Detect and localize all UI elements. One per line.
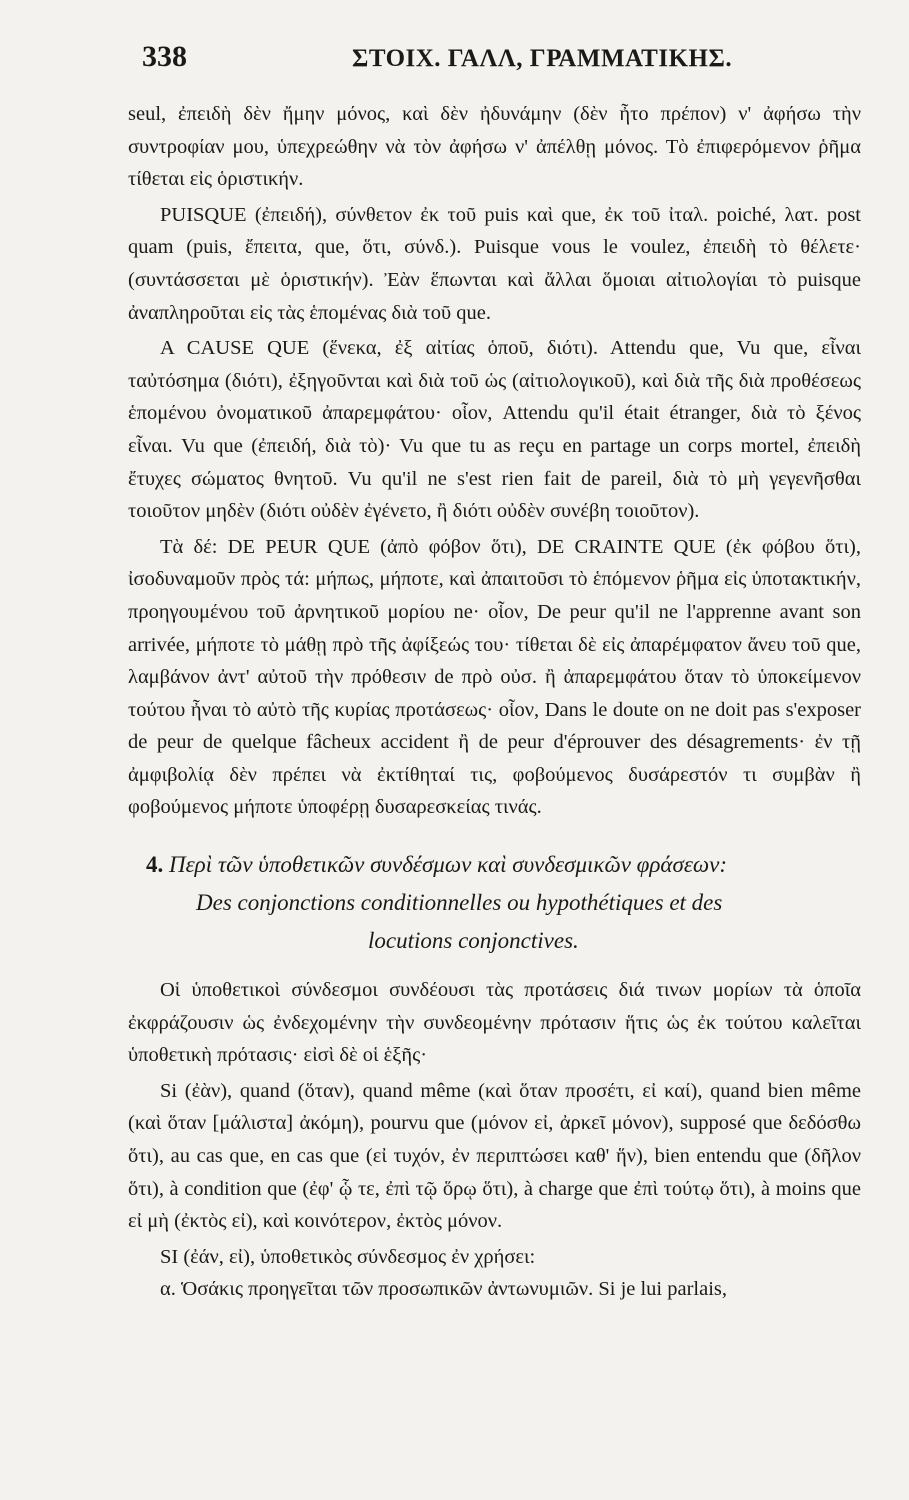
paragraph-de-peur-que: Τὰ δέ: DE PEUR QUE (ἀπὸ φόβον ὅτι), DE CRAINTE QUE (ἐκ φόβου ὅτι), ἰσοδυναμοῦν πρὸς τά: μήπως, μήποτε, καὶ ἀπαιτοῦσι τὸ ἑπόμενον ῥῆμα εἰς ὑποτακτικήν, προηγουμένου τοῦ ἀρνητικοῦ μορίου ne· οἷον, De peur qu'il ne l'apprenne avant son arrivée, μήποτε τὸ μάθῃ πρὸ τῆς ἀφίξεώς του· τίθεται δὲ εἰς ἀπαρέμφατον ἄνευ τοῦ que, λαμβάνον ἀντ' αὐτοῦ τὴν πρόθεσιν de πρὸ οὐσ. ἢ ἀπαρεμφάτου ὅταν τὸ ὑποκείμενον τούτου ἦναι τὸ αὐτὸ τῆς κυρίας προτάσεως· οἷον, Dans le doute on ne doit pas s'exposer de peur de quelque fâcheux accident ἢ de peur d'éprouver des désagrements· ἐν τῇ ἀμφιβολίᾳ δὲν πρέπει νὰ ἐκτίθηταί τις, φοβούμενος δυσάρεστόν τι συμβὰν ἢ φοβούμενος μήποτε ὑποφέρῃ δυσαρεσκείας τινάς. — [128, 535, 861, 819]
paragraph-si-usage: SI (ἐάν, εἰ), ὑποθετικὸς σύνδεσμος ἐν χρήσει: — [160, 1245, 536, 1268]
paragraph-hypothetical-intro: Οἱ ὑποθετικοὶ σύνδεσμοι συνδέουσι τὰς προτάσεις διά τινων μορίων τὰ ὁποῖα ἐκφράζουσιν ὡς ἐνδεχομένην τὴν συνδεομένην πρότασιν ἥτις ὡς ἐκ τούτου καλεῖται ὑποθετικὴ πρότασις· εἰσὶ δὲ οἱ ἑξῆς· — [128, 979, 861, 1067]
section-french-title-line1: Des conjonctions conditionnelles ou hypothétiques et des — [196, 890, 723, 916]
running-title: ΣΤΟΙΧ. ΓΑΛΛ, ΓΡΑΜΜΑΤΙΚΗΣ. — [352, 45, 733, 72]
section-heading — [128, 846, 861, 960]
paragraph-seul: seul, ἐπειδὴ δὲν ἤμην μόνος, καὶ δὲν ἠδυνάμην (δὲν ἦτο πρέπον) ν' ἀφήσω τὴν συντροφίαν μου, ὑπεχρεώθην νὰ τὸν ἀφήσω ν' ἀπέλθῃ μόνος. Τὸ ἐπιφερόμενον ῥῆμα τίθεται εἰς ὁριστικήν. — [128, 103, 861, 191]
paragraph-puisque: PUISQUE (ἐπειδή), σύνθετον ἐκ τοῦ puis καὶ que, ἐκ τοῦ ἰταλ. poiché, λατ. post quam (puis, ἔπειτα, que, ὅτι, σύνδ.). Puisque vous le voulez, ἐπειδὴ τὸ θέλετε· (συντάσσεται μὲ ὁριστικήν). Ἐὰν ἕπωνται καὶ ἄλλαι ὅμοιαι αἰτιολογίαι τὸ puisque ἀναπληροῦται εἰς τὰς ἑπομένας διὰ τοῦ que. — [128, 203, 861, 324]
section-french-title-line2: locutions conjonctives. — [368, 928, 579, 954]
page-number: 338 — [142, 40, 187, 73]
section-number: 4. — [146, 852, 164, 878]
paragraph-si-alpha: α. Ὁσάκις προηγεῖται τῶν προσωπικῶν ἀντωνυμιῶν. Si je lui parlais, — [160, 1278, 728, 1301]
paragraph-conjunction-list: Si (ἐὰν), quand (ὅταν), quand même (καὶ ὅταν προσέτι, εἰ καί), quand bien même (καὶ ὅταν [μάλιστα] ἀκόμη), pourvu que (μόνον εἰ, ἀρκεῖ μόνον), supposé que δεδόσθω ὅτι), au cas que, en cas que (εἰ τυχόν, ἐν περιπτώσει καθ' ἥν), bien entendu que (δῆλον ὅτι), à condition que (ἐφ' ᾧ τε, ἐπὶ τῷ ὅρῳ ὅτι), à charge que ἐπὶ τούτῳ ὅτι), à moins que εἰ μὴ (ἐκτὸς εἰ), καὶ κοινότερον, ἐκτὸς μόνον. — [128, 1079, 861, 1233]
paragraph-a-cause-que: A CAUSE QUE (ἕνεκα, ἐξ αἰτίας ὁποῦ, διότι). Attendu que, Vu que, εἶναι ταὐτόσημα (διότι), ἐξηγοῦνται καὶ διὰ τοῦ ὡς (αἰτιολογικοῦ), καὶ διὰ τῆς διὰ προθέσεως ἑπομένου ὀνοματικοῦ ἀπαρεμφάτου· οἷον, Attendu qu'il était étranger, διὰ τὸ ξένος εἶναι. Vu que (ἐπειδή, διὰ τὸ)· Vu que tu as reçu en partage un corps mortel, ἐπειδὴ ἔτυχες σώματος θνητοῦ. Vu qu'il ne s'est rien fait de pareil, διὰ τὸ μὴ γεγενῆσθαι τοιοῦτον μηδὲν (διότι οὐδὲν ἐγένετο, ἢ διότι οὐδὲν συνέβη τοιοῦτον). — [128, 337, 861, 523]
section-greek-title: Περὶ τῶν ὑποθετικῶν συνδέσμων καὶ συνδεσμικῶν φράσεων: — [169, 852, 728, 878]
page-header — [128, 40, 861, 98]
